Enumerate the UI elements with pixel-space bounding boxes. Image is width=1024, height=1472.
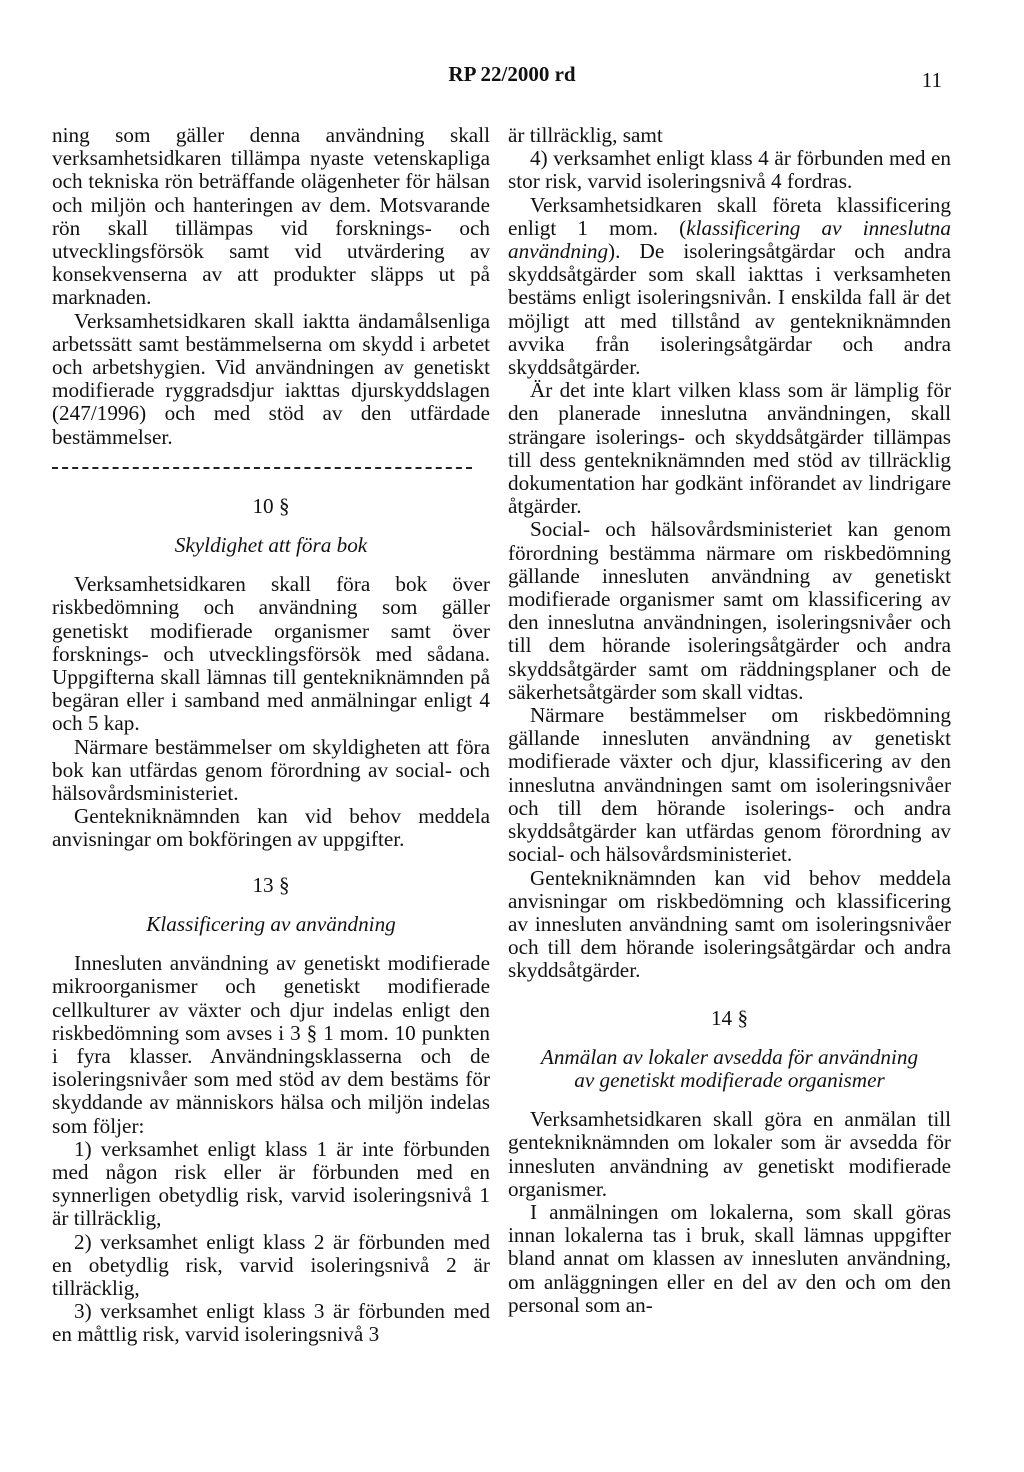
document-header-title: RP 22/2000 rd xyxy=(448,62,576,86)
paragraph: Närmare bestämmelser om riskbedömning gällande innesluten användning av genetiskt modifierade växter och djur, klassificering av den inneslutna användningen samt om isoleringsnivåer och till dem hörande isolerings- och andra skyddsåtgärder kan utfärdas genom förordning av social- och hälsovårdsministeriet. xyxy=(508,703,951,867)
section-title: Klassificering av användning xyxy=(146,911,396,936)
paragraph: Närmare bestämmelser om skyldigheten att föra bok kan utfärdas genom förordning av social- och hälsovårdsministeriet. xyxy=(52,734,490,806)
paragraph xyxy=(508,194,951,380)
paragraph: Verksamhetsidkaren skall göra en anmälan till gentekniknämnden om lokaler som är avsedda för innesluten användning av genetiskt modifierade organismer. xyxy=(508,1107,951,1201)
paragraph: Verksamhetsidkaren skall iaktta ändamålsenliga arbetssätt samt bestämmelserna om skydd i arbetet och arbetshygien. Vid användningen av genetiskt modifierade ryggradsdjur iakttas djurskyddslagen (247/1996) och med stöd av den utfärdade bestämmelser. xyxy=(52,308,490,449)
text-run: ). De isoleringsåtgärdar och andra skyddsåtgärder som skall iakttas i verksamheten bestäms enligt isoleringsnivån. I enskilda fall är det möjligt att med tillstånd av gentekniknämnden avvika från isoleringsåtgärdar och andra skyddsåtgärder. xyxy=(508,239,951,380)
paragraph: Gentekniknämnden kan vid behov meddela anvisningar om riskbedömning och klassificering av innesluten användning samt om isoleringsnivåer och till dem hörande isoleringsåtgärdar och andra skyddsåtgärder. xyxy=(508,865,951,983)
section-number: 10 § xyxy=(252,493,290,518)
paragraph: Verksamhetsidkaren skall föra bok över riskbedömning och användning som gäller genetiskt modifierade organismer samt över forsknings- och utvecklingsförsök med sådana. Uppgifterna skall lämnas till gentekniknämnden på begäran eller i samband med anmälningar enligt 4 och 5 kap. xyxy=(52,572,490,736)
paragraph: Innesluten användning av genetiskt modifierade mikroorganismer och genetiskt modifierade cellkulturer av växter och djur indelas enligt den riskbedömning som avses i 3 § 1 mom. 10 punkten i fyra klasser. Användningsklasserna och de isoleringsnivåer som med stöd av dem bestäms för skyddande av människors hälsa och miljön indelas som följer: xyxy=(52,951,490,1138)
left-column xyxy=(52,124,490,1347)
paragraph: ning som gäller denna användning skall verksamhetsidkaren tillämpa nyaste vetenskapliga och tekniska rön beträffande olägenheter för hälsan och miljön och hanteringen av dem. Motsvarande rön skall tillämpas vid forsknings- och utvecklingsförsök samt vid utvärdering av konsekvenserna av att produkter släpps ut på marknaden. xyxy=(52,123,490,310)
paragraph: I anmälningen om lokalerna, som skall göras innan lokalerna tas i bruk, skall lämnas uppgifter bland annat om klassen av innesluten användning, om anläggningen eller en del av den och om den personal som an- xyxy=(508,1199,951,1317)
paragraph: Social- och hälsovårdsministeriet kan genom förordning bestämma närmare om riskbedömning gällande innesluten användning av genetiskt modifierade organismer samt om klassificering av den inneslutna användningen, isoleringsnivåer och till dem hörande isoleringsåtgärder och andra skyddsåtgärder samt om räddningsplaner och de säkerhetsåtgärder som skall vidtas. xyxy=(508,517,951,704)
section-title: av genetiskt modifierade organismer xyxy=(574,1067,885,1092)
section-divider xyxy=(52,467,472,469)
list-item: 1) verksamhet enligt klass 1 är inte förbunden med någon risk eller är förbunden med en synnerligen obetydlig risk, varvid isoleringsnivå 1 är tillräcklig, xyxy=(52,1136,490,1231)
italic-term: klassificering av inneslutna användning xyxy=(508,215,951,264)
paragraph: Är det inte klart vilken klass som är lämplig för den planerade inneslutna användningen, skall strängare isolerings- och skyddsåtgärder tillämpas till dess gentekniknämnden med stöd av tillräcklig dokumentation har godkänt införandet av lindrigare åtgärder. xyxy=(508,378,951,519)
list-item: 2) verksamhet enligt klass 2 är förbunden med en obetydlig risk, varvid isoleringsnivå 2 är tillräcklig, xyxy=(52,1229,490,1300)
right-column xyxy=(508,124,951,1317)
section-number: 13 § xyxy=(252,872,290,897)
page-number: 11 xyxy=(921,68,942,92)
section-title: Skyldighet att föra bok xyxy=(174,533,368,558)
paragraph: är tillräcklig, samt xyxy=(508,123,663,147)
list-item: 3) verksamhet enligt klass 3 är förbunden med en måttlig risk, varvid isoleringsnivå 3 xyxy=(52,1299,490,1347)
list-item: 4) verksamhet enligt klass 4 är förbunden med en stor risk, varvid isoleringsnivå 4 fordras. xyxy=(508,146,951,194)
section-number: 14 § xyxy=(710,1005,749,1030)
paragraph: Gentekniknämnden kan vid behov meddela anvisningar om bokföringen av uppgifter. xyxy=(52,804,490,852)
section-title: Anmälan av lokaler avsedda för användning xyxy=(540,1044,919,1069)
text-run: Verksamhetsidkaren skall företa klassificering enligt 1 mom. ( xyxy=(508,192,951,240)
